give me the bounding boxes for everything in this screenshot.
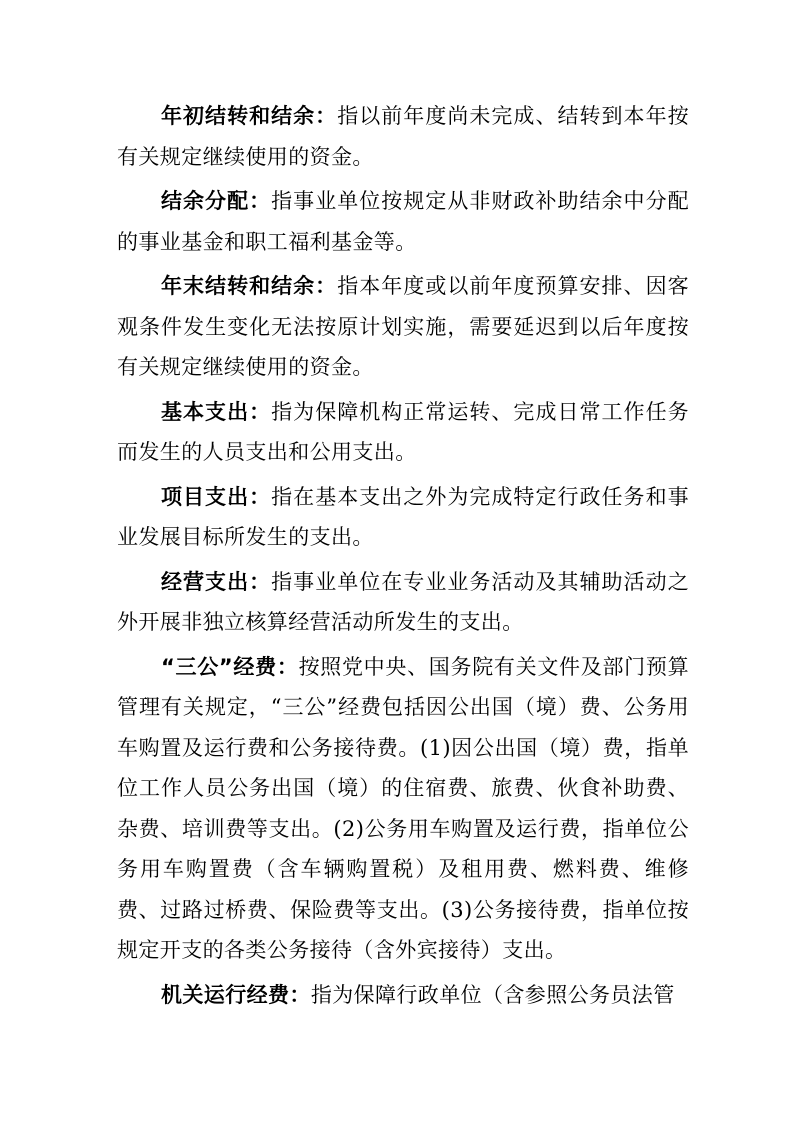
term-heading: 项目支出： [161, 484, 272, 509]
term-definition: 指以前年度尚未完成、结转到本年按有关规定继续使用的资金。 [117, 104, 690, 169]
definition-paragraph-project-expenditure [117, 477, 689, 558]
definition-paragraph-carryover-start [117, 96, 689, 177]
term-heading: 年末结转和结余： [161, 274, 338, 298]
definition-paragraph-three-public-expenses [117, 647, 689, 971]
term-heading: “三公”经费： [161, 654, 299, 679]
term-definition: 指为保障行政单位（含参照公务员法管 [310, 982, 675, 1007]
definition-paragraph-carryover-end [117, 266, 689, 388]
definition-paragraph-basic-expenditure [117, 392, 689, 473]
term-heading: 年初结转和结余： [161, 104, 338, 128]
term-definition: 指事业单位按规定从非财政补助结余中分配的事业基金和职工福利基金等。 [117, 189, 690, 254]
definition-paragraph-agency-operating-funds [117, 975, 689, 1016]
term-definition: 指在基本支出之外为完成特定行政任务和事业发展目标所发生的支出。 [117, 484, 690, 549]
definition-paragraph-operating-expenditure [117, 562, 689, 643]
term-definition: 指为保障机构正常运转、完成日常工作任务而发生的人员支出和公用支出。 [117, 399, 690, 464]
term-definition: 指事业单位在专业业务活动及其辅助活动之外开展非独立核算经营活动所发生的支出。 [117, 569, 690, 634]
term-heading: 机关运行经费： [161, 982, 311, 1007]
term-heading: 经营支出： [161, 569, 272, 594]
term-definition: 按照党中央、国务院有关文件及部门预算管理有关规定，“三公”经费包括因公出国（境）费、公务用车购置及运行费和公务接待费。(1)因公出国（境）费，指单位工作人员公务出国（境）的住宿费、旅费、伙食补助费、杂费、培训费等支出。(2)公务用车购置及运行费，指单位公务用车购置费（含车辆购置税）及租用费、燃料费、维修费、过路过桥费、保险费等支出。(3)公务接待费，指单位按规定开支的各类公务接待（含外宾接待）支出。 [117, 654, 689, 962]
term-heading: 基本支出： [161, 399, 272, 424]
definition-paragraph-surplus-distribution [117, 181, 689, 262]
term-definition: 指本年度或以前年度预算安排、因客观条件发生变化无法按原计划实施，需要延迟到以后年度按有关规定继续使用的资金。 [117, 274, 690, 379]
term-heading: 结余分配： [161, 189, 272, 213]
document-page [117, 96, 689, 1019]
